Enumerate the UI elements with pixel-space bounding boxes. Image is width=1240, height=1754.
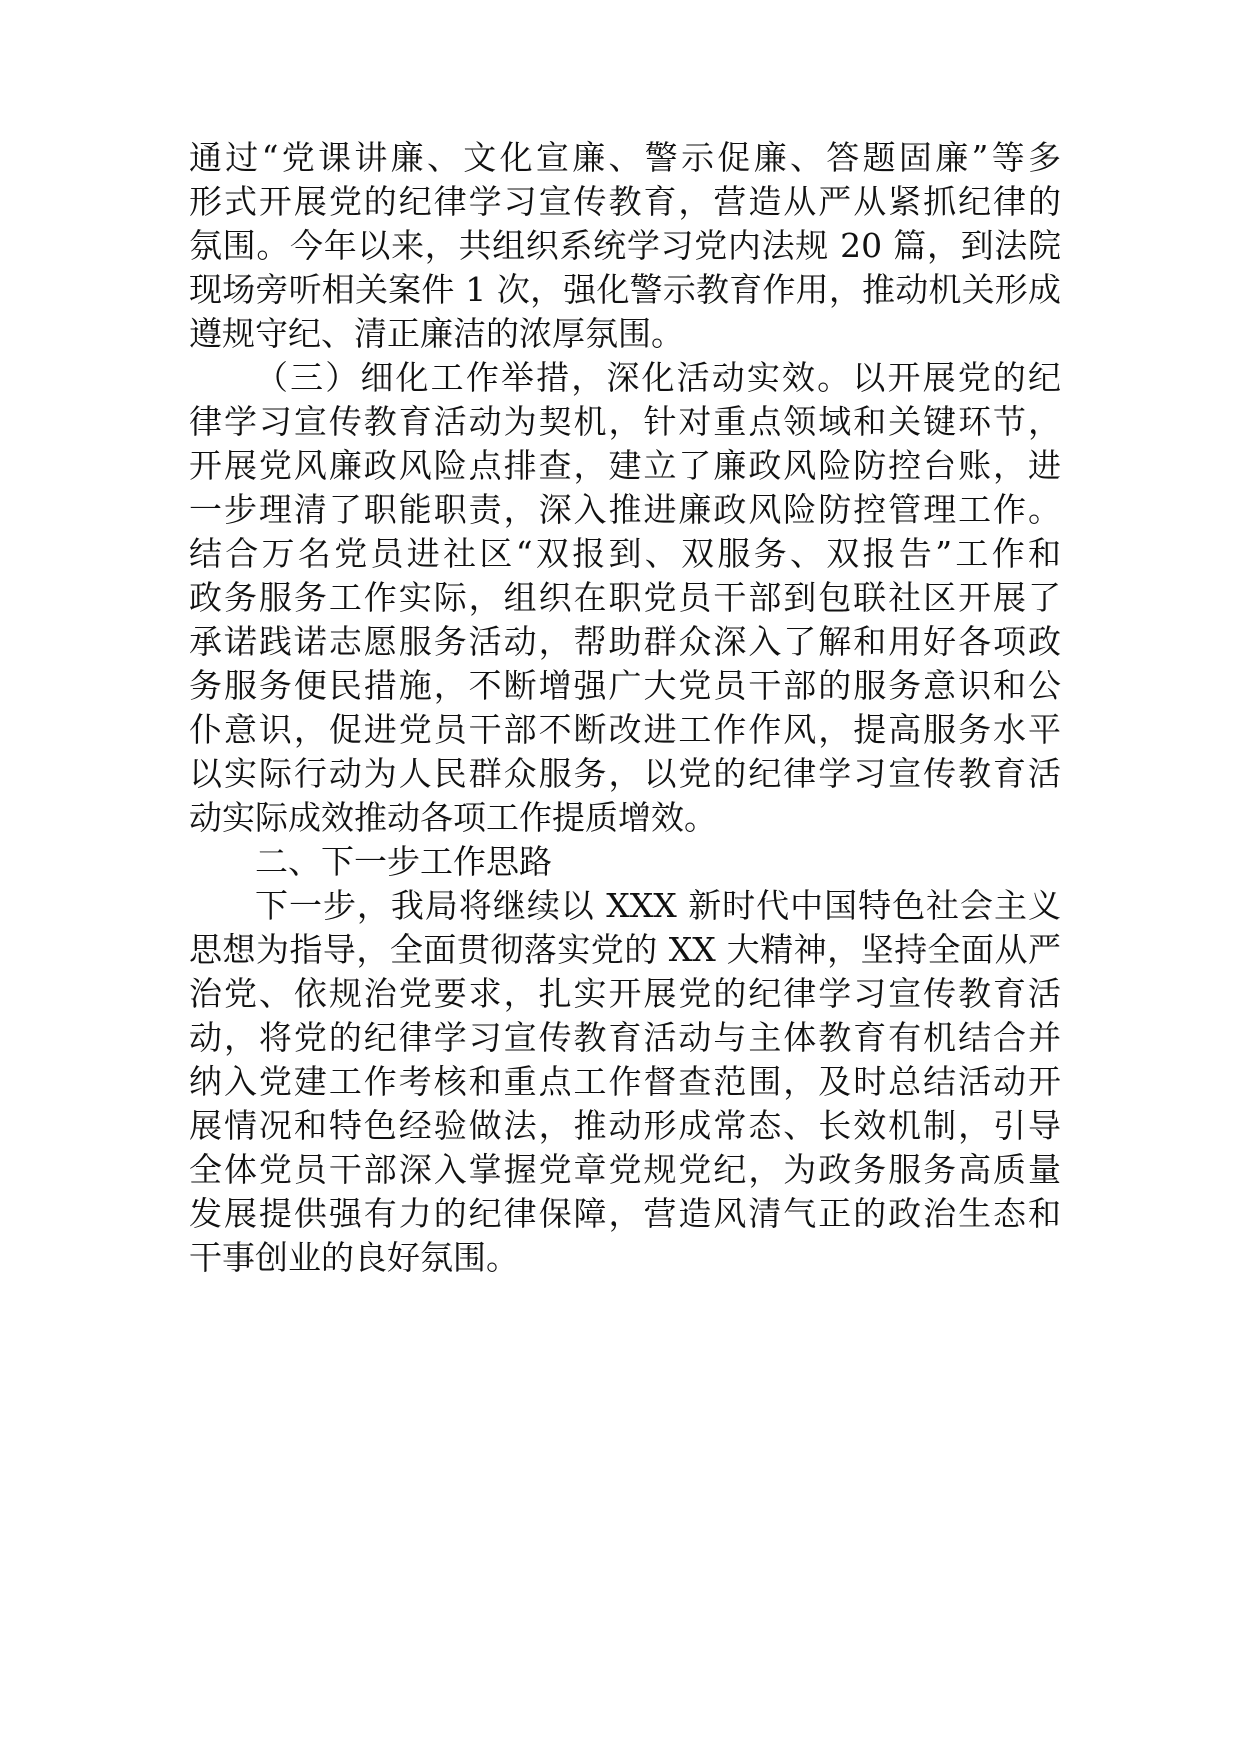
body-text-line: 动实际成效推动各项工作提质增效。 bbox=[189, 798, 717, 837]
section-heading-next-steps: 二、下一步工作思路 bbox=[255, 842, 552, 881]
body-text-line: 承诺践诺志愿服务活动，帮助群众深入了解和用好各项政 bbox=[189, 622, 1061, 661]
body-text-line: 纳入党建工作考核和重点工作督查范围，及时总结活动开 bbox=[189, 1062, 1061, 1101]
section-heading-three: （三）细化工作举措，深化活动实效。以开展党的纪 bbox=[255, 358, 1061, 397]
body-text-line: 律学习宣传教育活动为契机，针对重点领域和关键环节， bbox=[189, 402, 1061, 441]
body-text-line: 通过“党课讲廉、文化宣廉、警示促廉、答题固廉”等多 bbox=[189, 138, 1061, 177]
body-text-line: 治党、依规治党要求，扎实开展党的纪律学习宣传教育活 bbox=[189, 974, 1061, 1013]
body-text-line: 展情况和特色经验做法，推动形成常态、长效机制，引导 bbox=[189, 1106, 1061, 1145]
body-text-line: 开展党风廉政风险点排查，建立了廉政风险防控台账，进 bbox=[189, 446, 1061, 485]
body-text-line: 全体党员干部深入掌握党章党规党纪，为政务服务高质量 bbox=[189, 1150, 1061, 1189]
body-text-line: 现场旁听相关案件 1 次，强化警示教育作用，推动机关形成 bbox=[189, 270, 1061, 309]
body-text-line: 干事创业的良好氛围。 bbox=[189, 1238, 519, 1277]
body-text-line: 政务服务工作实际，组织在职党员干部到包联社区开展了 bbox=[189, 578, 1061, 617]
body-text-line: 氛围。今年以来，共组织系统学习党内法规 20 篇，到法院 bbox=[189, 226, 1061, 265]
body-text-line: 一步理清了职能职责，深入推进廉政风险防控管理工作。 bbox=[189, 490, 1061, 529]
body-text-line: 思想为指导，全面贯彻落实党的 XX 大精神，坚持全面从严 bbox=[189, 930, 1061, 969]
body-text-line: 下一步，我局将继续以 XXX 新时代中国特色社会主义 bbox=[255, 886, 1061, 925]
body-text-line: 形式开展党的纪律学习宣传教育，营造从严从紧抓纪律的 bbox=[189, 182, 1061, 221]
body-text-line: 动，将党的纪律学习宣传教育活动与主体教育有机结合并 bbox=[189, 1018, 1061, 1057]
body-text-line: 以实际行动为人民群众服务，以党的纪律学习宣传教育活 bbox=[189, 754, 1061, 793]
body-text-line: 仆意识，促进党员干部不断改进工作作风，提高服务水平 bbox=[189, 710, 1061, 749]
body-text-line: 发展提供强有力的纪律保障，营造风清气正的政治生态和 bbox=[189, 1194, 1061, 1233]
body-text-line: 遵规守纪、清正廉洁的浓厚氛围。 bbox=[189, 314, 684, 353]
body-text-line: 结合万名党员进社区“双报到、双服务、双报告”工作和 bbox=[189, 534, 1061, 573]
body-text-line: 务服务便民措施，不断增强广大党员干部的服务意识和公 bbox=[189, 666, 1061, 705]
